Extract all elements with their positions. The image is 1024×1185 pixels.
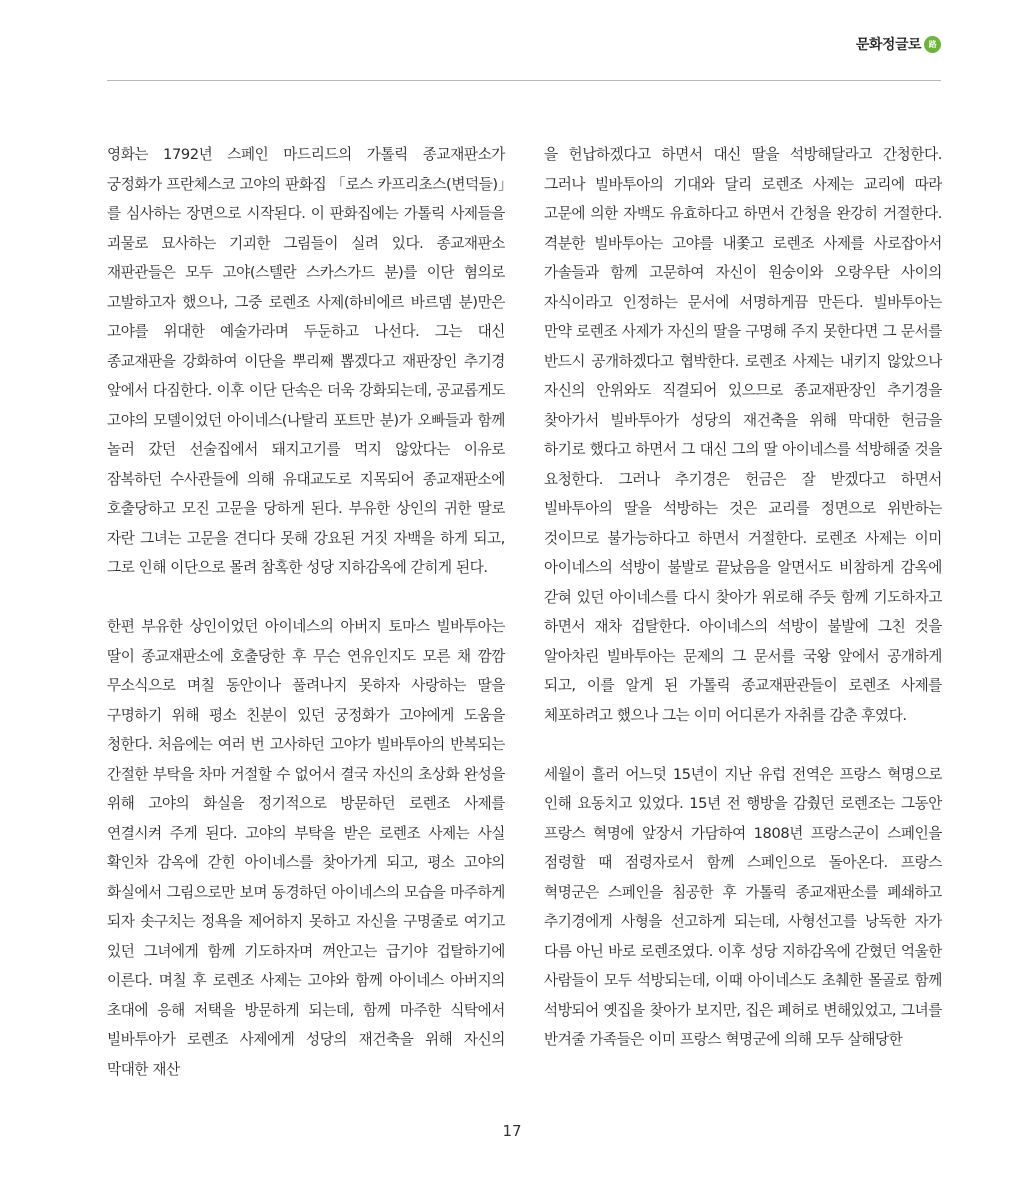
brand-badge-icon: 路 <box>924 36 941 53</box>
magazine-brand <box>856 34 941 54</box>
brand-title: 문화정글로 <box>855 37 921 53</box>
left-text-column <box>107 140 505 1084</box>
page-header <box>107 30 941 81</box>
right-text-column <box>544 140 942 1055</box>
page-number: 17 <box>502 1122 522 1140</box>
paragraph: 세월이 흘러 어느덧 15년이 지난 유럽 전역은 프랑스 혁명으로 인해 요동치고 있었다. 15년 전 행방을 감췄던 로렌조는 그동안 프랑스 혁명에 앞장서 가담하여 1808년 프랑스군이 스페인을 점령할 때 점령자로서 함께 스페인으로 돌아온다. 프랑스 혁명군은 스페인을 침공한 후 가톨릭 종교재판소를 폐쇄하고 추기경에게 사형을 선고하게 되는데, 사형선고를 낭독한 자가 다름 아닌 바로 로렌조였다. 이후 성당 지하감옥에 갇혔던 억울한 사람들이 모두 석방되는데, 이때 아이네스도 초췌한 몰골로 함께 석방되어 옛집을 찾아가 보지만, 집은 폐허로 변해있었고, 그녀를 반겨줄 가족들은 이미 프랑스 혁명군에 의해 모두 살해당한 <box>544 765 942 1048</box>
paragraph: 영화는 1792년 스페인 마드리드의 가톨릭 종교재판소가 궁정화가 프란체스코 고야의 판화집 「로스 카프리초스(변덕들)」를 심사하는 장면으로 시작된다. 이 판화집에는 가톨릭 사제들을 괴물로 묘사하는 기괴한 그림들이 실려 있다. 종교재판소 재판관들은 모두 고야(스텔란 스카스가드 분)를 이단 혐의로 고발하고자 했으나, 그중 로렌조 사제(하비에르 바르뎀 분)만은 고야를 위대한 예술가라며 두둔하고 나선다. 그는 대신 종교재판을 강화하여 이단을 뿌리째 뽑겠다고 재판장인 추기경 앞에서 다짐한다. 이후 이단 단속은 더욱 강화되는데, 공교롭게도 고야의 모델이었던 아이네스(나탈리 포트만 분)가 오빠들과 함께 놀러 갔던 선술집에서 돼지고기를 먹지 않았다는 이유로 잠복하던 수사관들에 의해 유대교도로 지목되어 종교재판소에 호출당하고 모진 고문을 당하게 된다. 부유한 상인의 귀한 딸로 자란 그녀는 고문을 견디다 못해 강요된 거짓 자백을 하게 되고, 그로 인해 이단으로 몰려 참혹한 성당 지하감옥에 갇히게 된다. <box>107 146 505 576</box>
paragraph: 을 헌납하겠다고 하면서 대신 딸을 석방해달라고 간청한다. 그러나 빌바투아의 기대와 달리 로렌조 사제는 교리에 따라 고문에 의한 자백도 유효하다고 하면서 간청을 완강히 거절한다. 격분한 빌바투아는 고야를 내쫓고 로렌조 사제를 사로잡아서 가솔들과 함께 고문하여 자신이 원숭이와 오랑우탄 사이의 자식이라고 인정하는 문서에 서명하게끔 만든다. 빌바투아는 만약 로렌조 사제가 자신의 딸을 구명해 주지 못한다면 그 문서를 반드시 공개하겠다고 협박한다. 로렌조 사제는 내키지 않았으나 자신의 안위와도 직결되어 있으므로 종교재판장인 추기경을 찾아가서 빌바투아가 성당의 재건축을 위해 막대한 헌금을 하기로 했다고 하면서 그 대신 그의 딸 아이네스를 석방해줄 것을 요청한다. 그러나 추기경은 헌금은 잘 받겠다고 하면서 빌바투아의 딸을 석방하는 것은 교리를 정면으로 위반하는 것이므로 불가능하다고 하면서 거절한다. 로렌조 사제는 이미 아이네스의 석방이 불발로 끝났음을 알면서도 비참하게 감옥에 갇혀 있던 아이네스를 다시 찾아가 위로해 주듯 함께 기도하자고 하면서 재차 겁탈한다. 아이네스의 석방이 불발에 그친 것을 알아차린 빌바투아는 문제의 그 문서를 국왕 앞에서 공개하게 되고, 이를 알게 된 가톨릭 종교재판관들이 로렌조 사제를 체포하려고 했으나 그는 이미 어디론가 자취를 감춘 후였다. <box>544 146 942 724</box>
paragraph: 한편 부유한 상인이었던 아이네스의 아버지 토마스 빌바투아는 딸이 종교재판소에 호출당한 후 무슨 연유인지도 모른 채 깜깜 무소식으로 며칠 동안이나 풀려나지 못하자 사랑하는 딸을 구명하기 위해 평소 친분이 있던 궁정화가 고야에게 도움을 청한다. 처음에는 여러 번 고사하던 고야가 빌바투아의 반복되는 간절한 부탁을 차마 거절할 수 없어서 결국 자신의 초상화 완성을 위해 고야의 화실을 정기적으로 방문하던 로렌조 사제를 연결시켜 주게 된다. 고야의 부탁을 받은 로렌조 사제는 사실 확인차 감옥에 갇힌 아이네스를 찾아가게 되고, 평소 고야의 화실에서 그림으로만 보며 동경하던 아이네스의 모습을 마주하게 되자 솟구치는 정욕을 제어하지 못하고 자신을 구명줄로 여기고 있던 그녀에게 함께 기도하자며 껴안고는 급기야 겁탈하기에 이른다. 며칠 후 로렌조 사제는 고야와 함께 아이네스 아버지의 초대에 응해 저택을 방문하게 되는데, 함께 마주한 식탁에서 빌바투아가 로렌조 사제에게 성당의 재건축을 위해 자신의 막대한 재산 <box>107 618 505 1078</box>
